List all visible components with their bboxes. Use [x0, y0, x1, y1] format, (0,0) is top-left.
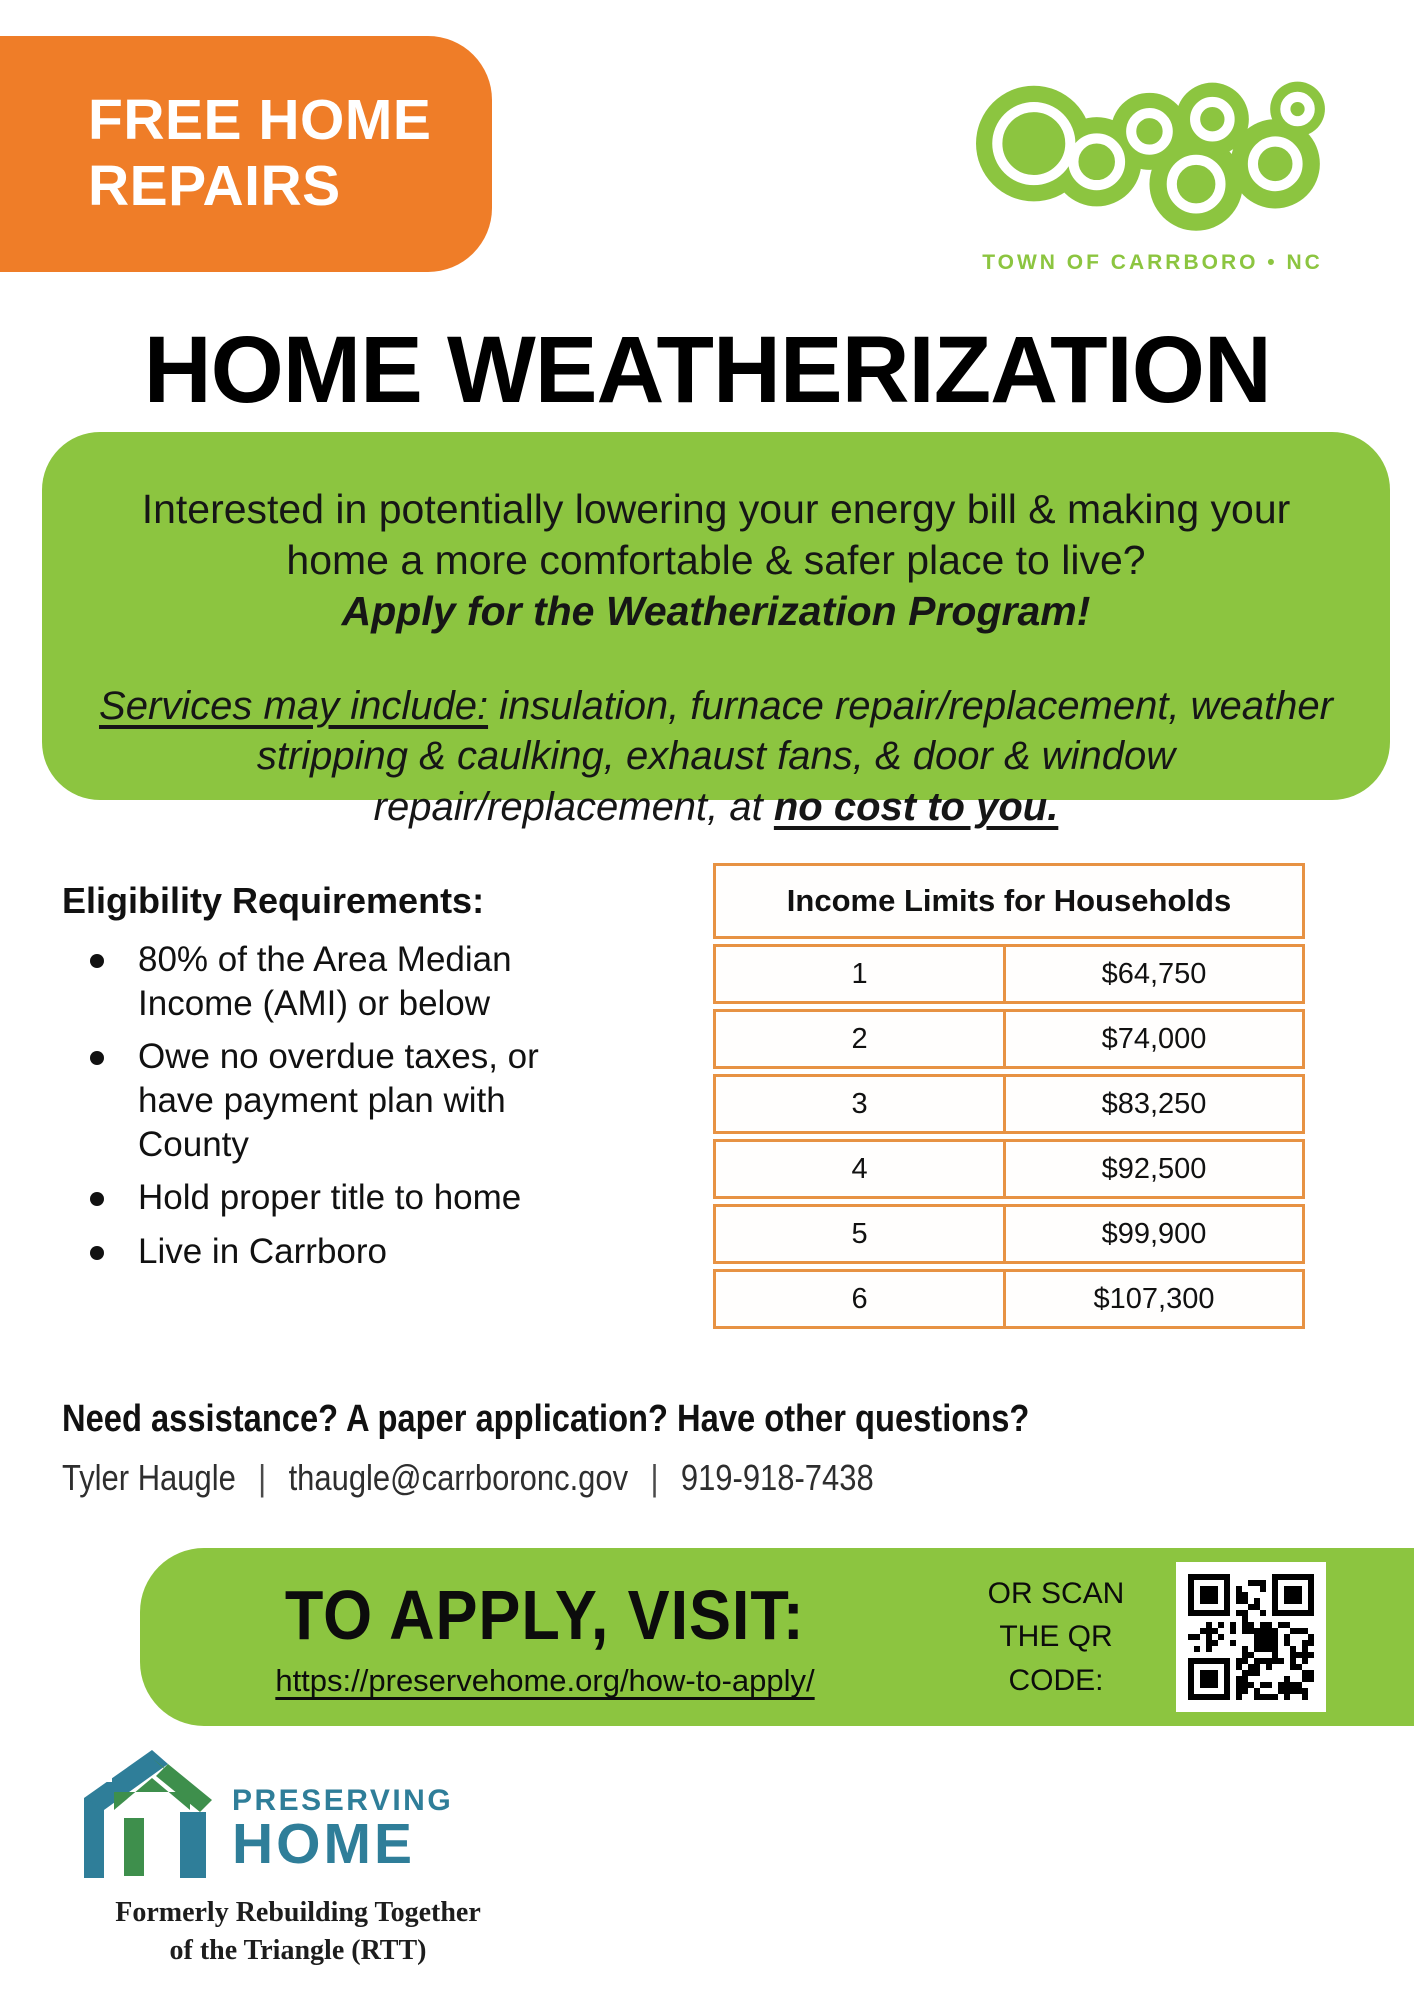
household-size: 6 — [713, 1269, 1006, 1329]
qr-instruction-line: CODE: — [1008, 1663, 1104, 1697]
table-row — [713, 1009, 1305, 1069]
free-home-repairs-banner — [0, 36, 492, 272]
contact-line — [62, 1457, 1029, 1499]
footer-tagline — [78, 1894, 518, 1970]
contact-phone: 919-918-7438 — [680, 1457, 874, 1498]
contact-heading: Need assistance? A paper application? Have other questions? — [62, 1398, 1030, 1440]
apply-heading: TO APPLY, VISIT: — [285, 1576, 805, 1654]
carrboro-org-text: TOWN OF CARRBORO • NC — [982, 251, 1323, 274]
separator: | — [650, 1457, 659, 1498]
income-limit: $107,300 — [1006, 1269, 1305, 1329]
house-icon — [78, 1748, 220, 1882]
income-limit: $74,000 — [1006, 1009, 1305, 1069]
household-size: 2 — [713, 1009, 1006, 1069]
list-item: 80% of the Area Median Income (AMI) or below — [62, 938, 582, 1026]
income-limit: $83,250 — [1006, 1074, 1305, 1134]
preserving-home-logo — [78, 1748, 538, 1970]
table-header-row — [713, 863, 1305, 939]
apply-link[interactable]: https://preservehome.org/how-to-apply/ — [275, 1663, 815, 1698]
tagline-line: Formerly Rebuilding Together — [115, 1897, 481, 1928]
brand-name-top: PRESERVING — [232, 1784, 454, 1817]
services-label: Services may include: — [99, 683, 489, 728]
page-title: HOME WEATHERIZATION — [143, 317, 1271, 423]
brand-name-bottom: HOME — [232, 1812, 415, 1876]
carrboro-bubbles-icon — [975, 42, 1330, 240]
income-limit: $99,900 — [1006, 1204, 1305, 1264]
table-row — [713, 1204, 1305, 1264]
household-size: 5 — [713, 1204, 1006, 1264]
qr-code — [1176, 1562, 1326, 1712]
contact-email: thaugle@carrboronc.gov — [288, 1457, 629, 1498]
table-row — [713, 1074, 1305, 1134]
income-limits-table — [713, 858, 1305, 1334]
separator: | — [258, 1457, 267, 1498]
qr-instruction — [950, 1572, 1162, 1703]
services-text — [86, 681, 1346, 833]
banner-title: FREE HOME REPAIRS — [88, 88, 432, 218]
eligibility-heading: Eligibility Requirements: — [62, 880, 485, 921]
list-item: Live in Carrboro — [62, 1230, 582, 1274]
qr-code-image — [1188, 1574, 1314, 1700]
list-item: Hold proper title to home — [62, 1176, 582, 1220]
income-limit: $64,750 — [1006, 944, 1305, 1004]
list-item: Owe no overdue taxes, or have payment plan with County — [62, 1035, 582, 1167]
eligibility-list — [62, 938, 622, 1274]
household-size: 4 — [713, 1139, 1006, 1199]
income-limit: $92,500 — [1006, 1139, 1305, 1199]
intro-text: Interested in potentially lowering your energy bill & making your home a more comfortable & safer place to live? — [141, 486, 1291, 583]
household-size: 1 — [713, 944, 1006, 1004]
table-row — [713, 1269, 1305, 1329]
eligibility-section — [62, 880, 622, 1283]
table-row — [713, 1139, 1305, 1199]
intro-box — [42, 432, 1390, 830]
table-title: Income Limits for Households — [713, 863, 1305, 939]
qr-instruction-line: OR SCAN — [987, 1576, 1125, 1610]
table-row — [713, 944, 1305, 1004]
apply-bar — [140, 1548, 1414, 1726]
tagline-line: of the Triangle (RTT) — [169, 1934, 427, 1966]
services-body: insulation, furnace repair/replacement, weather stripping & caulking, exhaust fans, & door & window repair/replacement, at — [256, 683, 1333, 830]
household-size: 3 — [713, 1074, 1006, 1134]
town-of-carrboro-logo — [975, 42, 1330, 275]
contact-name: Tyler Haugle — [62, 1457, 236, 1498]
intro-cta: Apply for the Weatherization Program! — [341, 587, 1091, 634]
services-emphasis: no cost to you. — [773, 785, 1059, 830]
contact-section — [62, 1398, 1187, 1499]
qr-instruction-line: THE QR — [999, 1620, 1113, 1654]
